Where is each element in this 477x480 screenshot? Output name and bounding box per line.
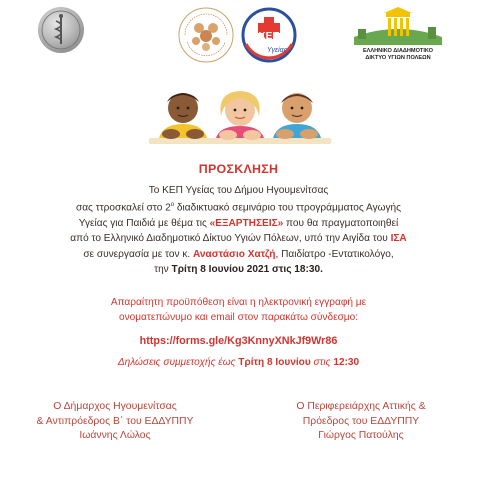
- signature-right-line-2: Πρόεδρος του ΕΔΔΥΠΠΥ: [302, 415, 420, 427]
- signature-right-name: Γιώργος Πατούλης: [318, 430, 404, 442]
- kep-logo-subtext: Υγείας: [267, 47, 288, 54]
- body-line-4: [0, 231, 477, 246]
- body-line-3-text-c: που θα πραγματοποιηθεί: [283, 217, 399, 229]
- kep-logo-text: ΚΕΠ: [258, 31, 280, 42]
- network-logo-line1: ΕΛΛΗΝΙΚΟ ΔΙΑΔΗΜΟΤΙΚΟ: [362, 48, 434, 54]
- body-line-3: [0, 216, 477, 231]
- signature-left: [10, 400, 220, 444]
- deadline-date: Τρίτη 8 Ιουνίου: [238, 357, 311, 368]
- association-logo: [177, 6, 235, 64]
- body-line-1-text: Το ΚΕΠ Υγείας του Δήμου Ηγουμενίτσας: [148, 185, 329, 196]
- body-line-3-text-a: Υγείας για Παιδιά με θέμα τις: [78, 217, 210, 229]
- ordinal-superscript: ο: [170, 202, 175, 209]
- healthy-cities-network-logo: [350, 7, 446, 65]
- body-line-5: [0, 247, 477, 262]
- medical-society-coin-logo: [38, 7, 84, 53]
- signature-right-line-1: Ο Περιφερειάρχης Αττικής &: [296, 401, 426, 412]
- signature-left-name: Ιωάννης Λώλος: [79, 430, 151, 442]
- signature-left-line-2: & Αντιπρόεδρος Β΄ του ΕΔΔΥΠΠΥ: [36, 415, 194, 427]
- signature-left-line-1: Ο Δήμαρχος Ηγουμενίτσας: [53, 401, 177, 412]
- header-logos: [0, 0, 477, 70]
- deadline-time: 12:30: [333, 357, 360, 368]
- registration-link-row: [0, 334, 477, 349]
- topic-highlight: «ΕΞΑΡΤΗΣΕΙΣ»: [209, 217, 284, 229]
- body-line-2-text-b: διαδικτυακό σεμινάριο του ττρογράμματος Αγωγής: [174, 202, 402, 214]
- registration-link[interactable]: https://forms.gle/Kg3KnnyXNkJf9Wr86: [139, 335, 338, 347]
- body-line-1: [0, 183, 477, 198]
- invitation-title: ΠΡΟΣΚΛΗΣΗ: [198, 162, 279, 176]
- speaker-name: Αναστάσιο Χατζή: [192, 248, 276, 260]
- body-line-4-text-a: από το Ελληνικό Διαδημοτικό Δίκτυο Υγιών Πόλεων, υπό την Αιγίδα του: [70, 233, 391, 245]
- body-line-2-text-a: σας ττροσκαλεί στο 2: [75, 202, 171, 214]
- body-line-6: [0, 262, 477, 277]
- registration-note: [0, 295, 477, 326]
- body-line-5-text-a: σε συνεργασία με τον κ.: [83, 248, 193, 260]
- deadline-text-a: Δηλώσεις συμμετοχής έως: [117, 357, 239, 368]
- declaration-deadline: [0, 355, 477, 370]
- signature-right: [256, 400, 466, 444]
- event-date: Τρίτη 8 Ιουνίου 2021 στις 18:30.: [171, 263, 323, 275]
- deadline-text-c: στις: [310, 357, 334, 368]
- registration-line-2: ονοματεπώνυμο και email στον παρακάτω σύνδεσμο:: [118, 312, 359, 324]
- kep-ygeias-logo: [240, 6, 298, 64]
- network-logo-line2: ΔΙΚΤΥΟ ΥΓΙΩΝ ΠΟΛΕΩΝ: [365, 55, 431, 61]
- invitation-body: [0, 183, 477, 277]
- body-line-2: [0, 198, 477, 216]
- registration-line-1: Απαραίτητη προϋπόθεση είναι η ηλεκτρονική εγγραφή με: [110, 297, 367, 308]
- body-line-5-text-c: , Παιδίατρο -Εντατικολόγο,: [275, 248, 394, 260]
- isa-highlight: ΙΣΑ: [390, 233, 407, 245]
- children-illustration: [145, 86, 335, 152]
- body-line-6-text-a: την: [154, 263, 172, 275]
